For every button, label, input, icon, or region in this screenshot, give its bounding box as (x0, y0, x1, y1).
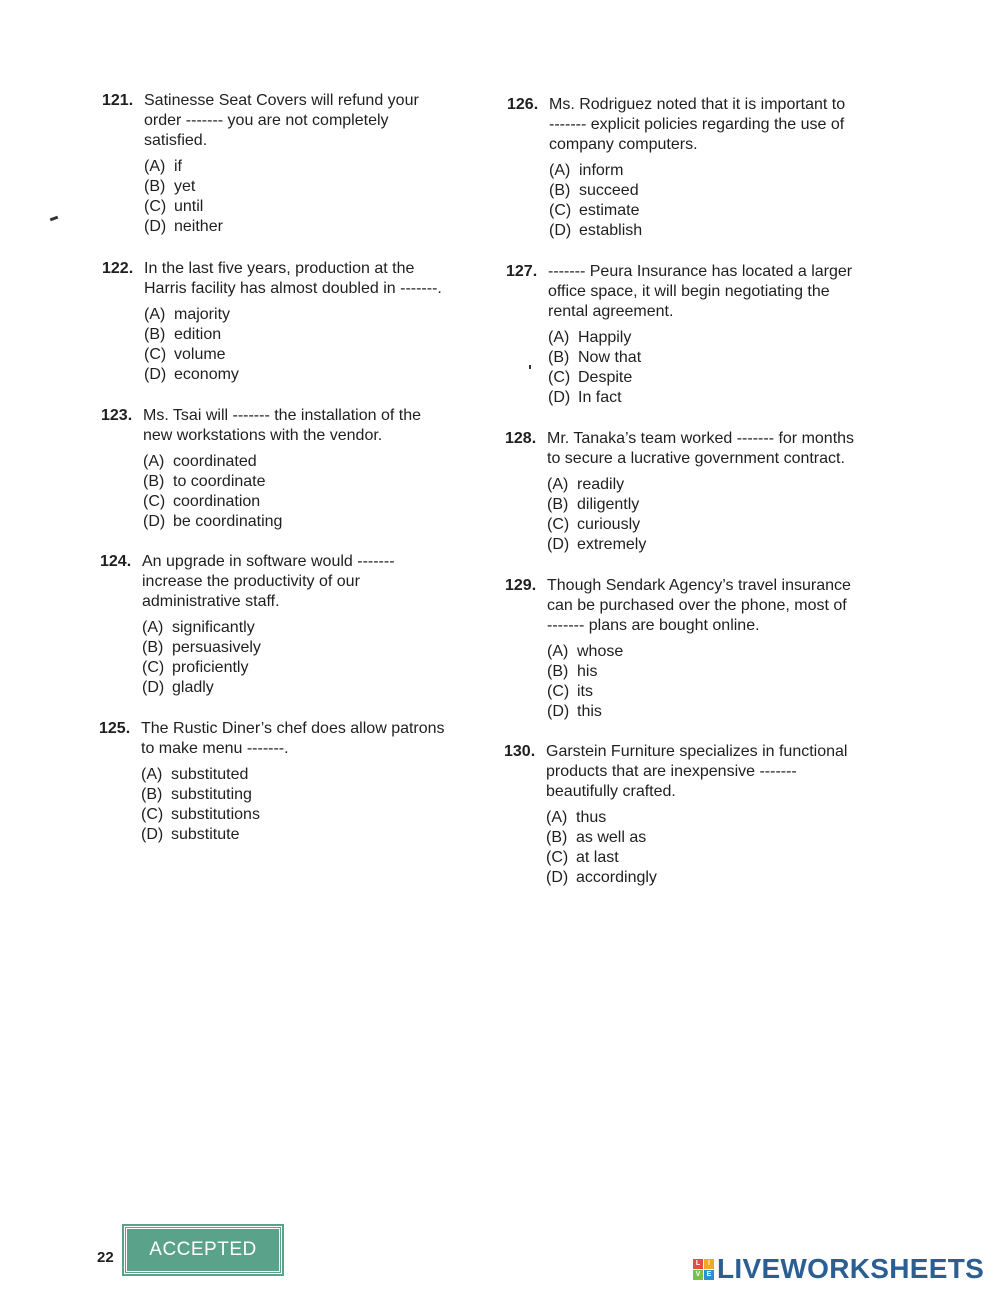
question-128 (505, 429, 927, 555)
answer-options (547, 475, 927, 555)
question-stem: Satinesse Seat Covers will refund your order ------- you are not completely satisfied. (144, 92, 419, 149)
question-number: 125. (99, 720, 131, 737)
question-stem: In the last five years, production at the Harris facility has almost doubled in -------. (144, 260, 442, 297)
question-number: 130. (504, 743, 536, 760)
option-c[interactable]: (C) Despite (548, 369, 633, 386)
option-a[interactable]: (A) significantly (142, 619, 255, 636)
option-a[interactable]: (A) substituted (141, 766, 249, 783)
option-d[interactable]: (D) economy (144, 366, 239, 383)
question-stem: Though Sendark Agency’s travel insurance can be purchased over the phone, most of ------- plans are bought online. (547, 577, 851, 634)
question-number: 129. (505, 577, 537, 594)
option-c[interactable]: (C) estimate (549, 202, 640, 219)
question-number: 126. (507, 96, 539, 113)
option-b[interactable]: (B) to coordinate (143, 473, 266, 490)
question-122 (102, 259, 524, 385)
option-a[interactable]: (A) coordinated (143, 453, 257, 470)
option-b[interactable]: (B) yet (144, 178, 196, 195)
option-c[interactable]: (C) proficiently (142, 659, 249, 676)
option-b[interactable]: (B) succeed (549, 182, 639, 199)
liveworksheets-logo (693, 1254, 984, 1284)
option-d[interactable]: (D) In fact (548, 389, 622, 406)
option-d[interactable]: (D) neither (144, 218, 223, 235)
option-a[interactable]: (A) majority (144, 306, 231, 323)
page-number: 22 (97, 1249, 114, 1266)
option-d[interactable]: (D) establish (549, 222, 643, 239)
option-b[interactable]: (B) as well as (546, 829, 647, 846)
option-a[interactable]: (A) whose (547, 643, 624, 660)
option-d[interactable]: (D) gladly (142, 679, 214, 696)
option-a[interactable]: (A) readily (547, 476, 625, 493)
liveworksheets-logo-icon: L I V E (693, 1259, 714, 1280)
option-b[interactable]: (B) substituting (141, 786, 252, 803)
answer-options (144, 305, 524, 385)
question-stem: ------- Peura Insurance has located a larger office space, it will begin negotiating the rental agreement. (548, 263, 853, 320)
question-129 (505, 576, 927, 722)
accepted-label: ACCEPTED (149, 1239, 257, 1260)
question-number: 122. (102, 260, 134, 277)
answer-options (546, 808, 926, 888)
answer-options (141, 765, 521, 845)
option-d[interactable]: (D) be coordinating (143, 513, 283, 530)
option-d[interactable]: (D) accordingly (546, 869, 657, 886)
option-b[interactable]: (B) Now that (548, 349, 642, 366)
question-121 (102, 91, 524, 237)
option-c[interactable]: (C) until (144, 198, 204, 215)
option-d[interactable]: (D) this (547, 703, 602, 720)
answer-options (143, 452, 523, 532)
option-c[interactable]: (C) at last (546, 849, 619, 866)
option-c[interactable]: (C) substitutions (141, 806, 260, 823)
option-a[interactable]: (A) thus (546, 809, 607, 826)
option-a[interactable]: (A) inform (549, 162, 624, 179)
question-stem: Garstein Furniture specializes in functional products that are inexpensive ------- beautifully crafted. (546, 743, 848, 800)
question-130 (504, 742, 926, 888)
scan-speck (529, 365, 531, 369)
question-stem: An upgrade in software would ------- increase the productivity of our administrative staff. (142, 553, 395, 610)
answer-options (547, 642, 927, 722)
question-stem: Ms. Tsai will ------- the installation of the new workstations with the vendor. (143, 407, 421, 444)
option-d[interactable]: (D) substitute (141, 826, 240, 843)
option-c[interactable]: (C) volume (144, 346, 226, 363)
question-125 (99, 719, 521, 845)
question-124 (100, 552, 522, 698)
question-number: 121. (102, 92, 134, 109)
option-b[interactable]: (B) diligently (547, 496, 640, 513)
option-d[interactable]: (D) extremely (547, 536, 647, 553)
option-b[interactable]: (B) edition (144, 326, 222, 343)
option-a[interactable]: (A) Happily (548, 329, 632, 346)
option-b[interactable]: (B) persuasively (142, 639, 261, 656)
question-number: 124. (100, 553, 132, 570)
answer-options (142, 618, 522, 698)
option-c[interactable]: (C) coordination (143, 493, 261, 510)
option-c[interactable]: (C) curiously (547, 516, 641, 533)
answer-options (549, 161, 929, 241)
accepted-button[interactable] (124, 1226, 282, 1274)
question-123 (101, 406, 523, 532)
scan-speck (50, 216, 59, 222)
liveworksheets-wordmark: LIVEWORKSHEETS (717, 1253, 985, 1284)
question-127 (506, 262, 928, 408)
option-c[interactable]: (C) its (547, 683, 593, 700)
question-stem: The Rustic Diner’s chef does allow patrons to make menu -------. (141, 720, 445, 757)
answer-options (144, 157, 524, 237)
option-a[interactable]: (A) if (144, 158, 182, 175)
question-number: 127. (506, 263, 538, 280)
option-b[interactable]: (B) his (547, 663, 598, 680)
answer-options (548, 328, 928, 408)
question-stem: Mr. Tanaka’s team worked ------- for months to secure a lucrative government contract. (547, 430, 855, 467)
question-126 (507, 95, 929, 241)
question-number: 123. (101, 407, 133, 424)
question-stem: Ms. Rodriguez noted that it is important to ------- explicit policies regarding the use of company computers. (549, 96, 846, 153)
question-number: 128. (505, 430, 537, 447)
